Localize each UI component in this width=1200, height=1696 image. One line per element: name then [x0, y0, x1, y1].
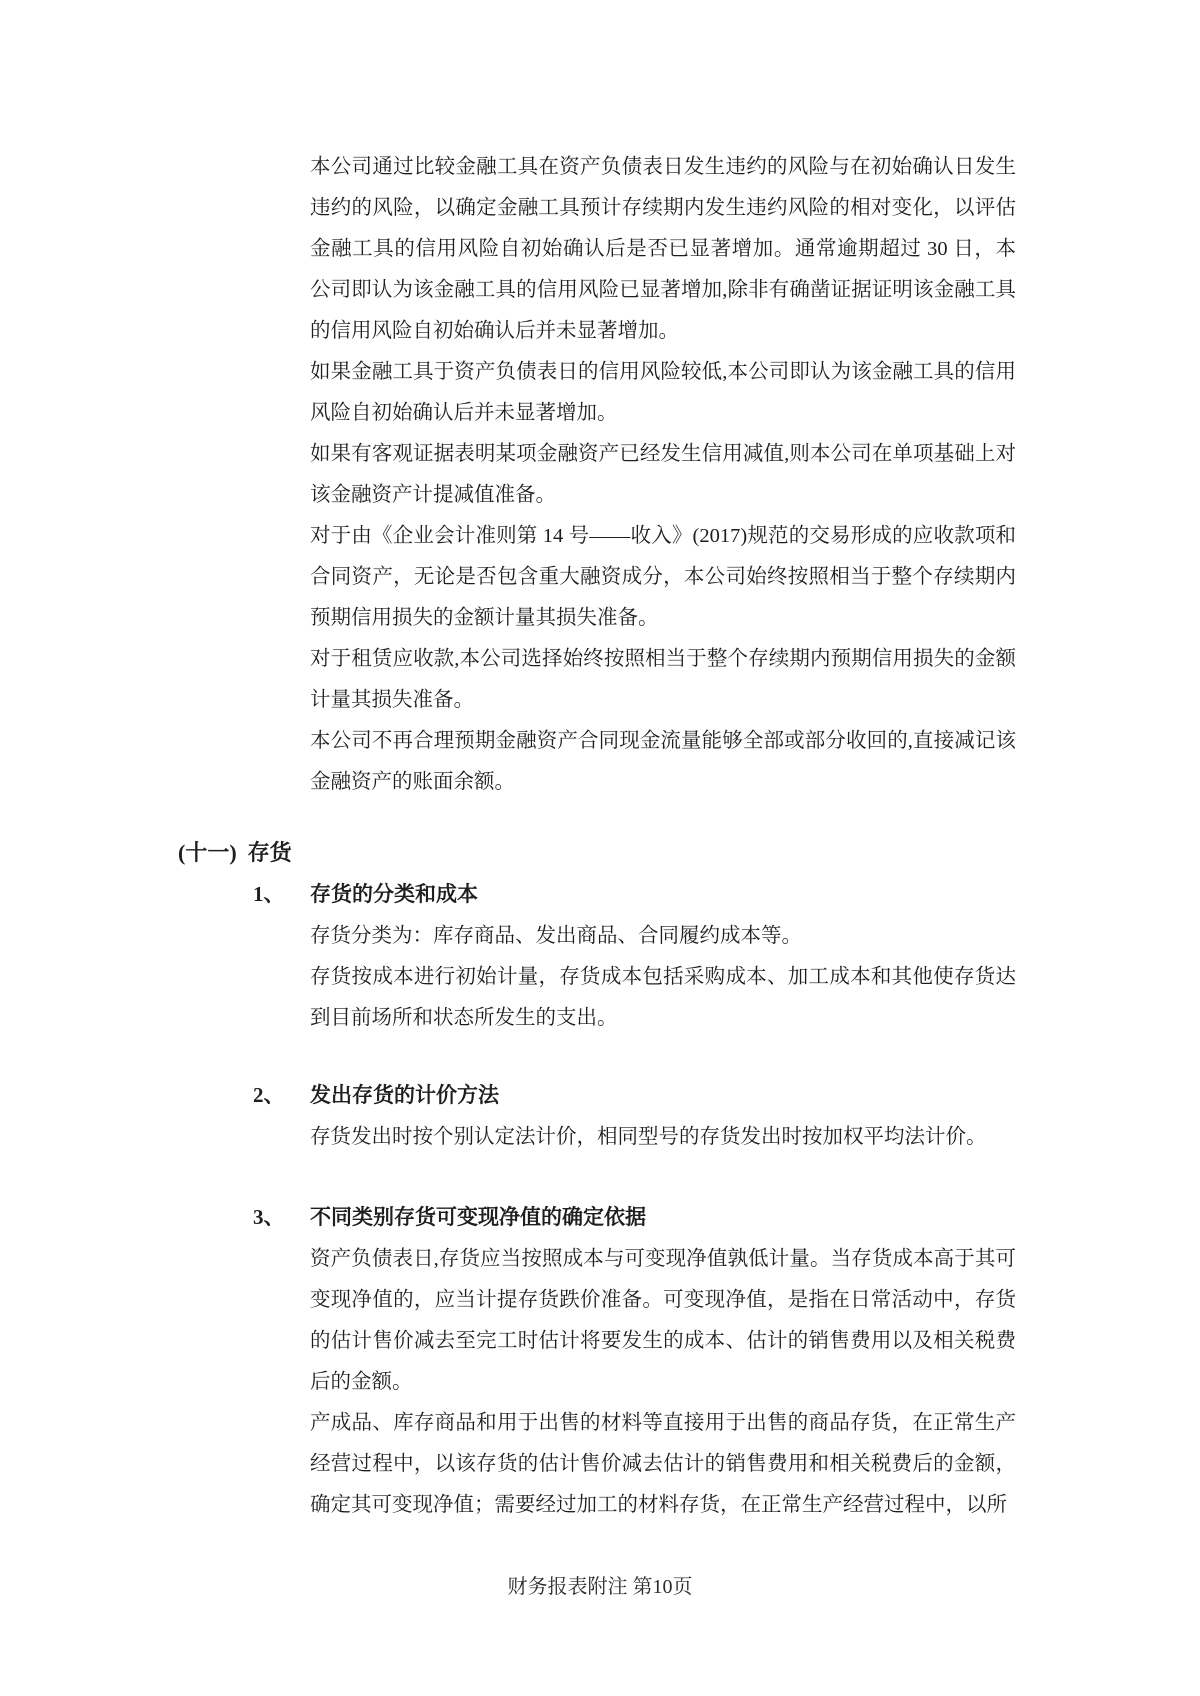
paragraph-lease-receivables: 对于租赁应收款,本公司选择始终按照相当于整个存续期内预期信用损失的金额计量其损失准备。 [310, 648, 1016, 711]
item-3-paragraph: 资产负债表日,存货应当按照成本与可变现净值孰低计量。当存货成本高于其可变现净值的，应当计提存货跌价准备。可变现净值，是指在日常活动中，存货的估计售价减去至完工时估计将要发生的成本、估计的销售费用以及相关税费后的金额。 [310, 1248, 1016, 1393]
item-2-title: 发出存货的计价方法 [310, 1083, 499, 1107]
page-footer: 财务报表附注 第10页 [507, 1576, 693, 1598]
item-1-title: 存货的分类和成本 [310, 882, 478, 906]
item-3-body [310, 1239, 1016, 1526]
section-heading-inventory [178, 838, 292, 868]
item-2-number: 2、 [253, 1083, 285, 1107]
paragraph-low-credit-risk: 如果金融工具于资产负债表日的信用风险较低,本公司即认为该金融工具的信用风险自初始确认后并未显著增加。 [310, 361, 1016, 424]
item-2-title-row [253, 1080, 499, 1110]
paragraph-credit-risk-comparison: 本公司通过比较金融工具在资产负债表日发生违约的风险与在初始确认日发生违约的风险，以确定金融工具预计存续期内发生违约风险的相对变化，以评估金融工具的信用风险自初始确认后是否已显著增加。通常逾期超过 30 日，本公司即认为该金融工具的信用风险已显著增加,除非有确凿证据证明该金融工具的信用风险自初始确认后并未显著增加。 [310, 156, 1016, 342]
section-number: (十一) [178, 840, 237, 865]
item-3-number: 3、 [253, 1205, 285, 1229]
paragraph-objective-evidence: 如果有客观证据表明某项金融资产已经发生信用减值,则本公司在单项基础上对该金融资产计提减值准备。 [310, 443, 1016, 506]
item-3-title-row [253, 1202, 646, 1232]
item-1-title-row [253, 879, 478, 909]
paragraph-write-off: 本公司不再合理预期金融资产合同现金流量能够全部或部分收回的,直接减记该金融资产的账面余额。 [310, 730, 1016, 793]
item-2-paragraph: 存货发出时按个别认定法计价，相同型号的存货发出时按加权平均法计价。 [310, 1126, 987, 1148]
item-2-body [310, 1117, 1016, 1158]
item-1-paragraph: 存货按成本进行初始计量，存货成本包括采购成本、加工成本和其他使存货达到目前场所和状态所发生的支出。 [310, 966, 1016, 1029]
item-1-body [310, 916, 1016, 1039]
main-text-block [310, 147, 1016, 803]
item-1-paragraph: 存货分类为：库存商品、发出商品、合同履约成本等。 [310, 925, 802, 947]
section-title: 存货 [247, 840, 292, 865]
item-3-paragraph: 产成品、库存商品和用于出售的材料等直接用于出售的商品存货，在正常生产经营过程中，以该存货的估计售价减去估计的销售费用和相关税费后的金额，确定其可变现净值；需要经过加工的材料存货，在正常生产经营过程中，以所 [310, 1412, 1016, 1516]
item-1-number: 1、 [253, 882, 285, 906]
item-3-title: 不同类别存货可变现净值的确定依据 [310, 1205, 646, 1229]
paragraph-revenue-standard-receivables: 对于由《企业会计准则第 14 号——收入》(2017)规范的交易形成的应收款项和合同资产，无论是否包含重大融资成分，本公司始终按照相当于整个存续期内预期信用损失的金额计量其损失准备。 [310, 525, 1016, 629]
